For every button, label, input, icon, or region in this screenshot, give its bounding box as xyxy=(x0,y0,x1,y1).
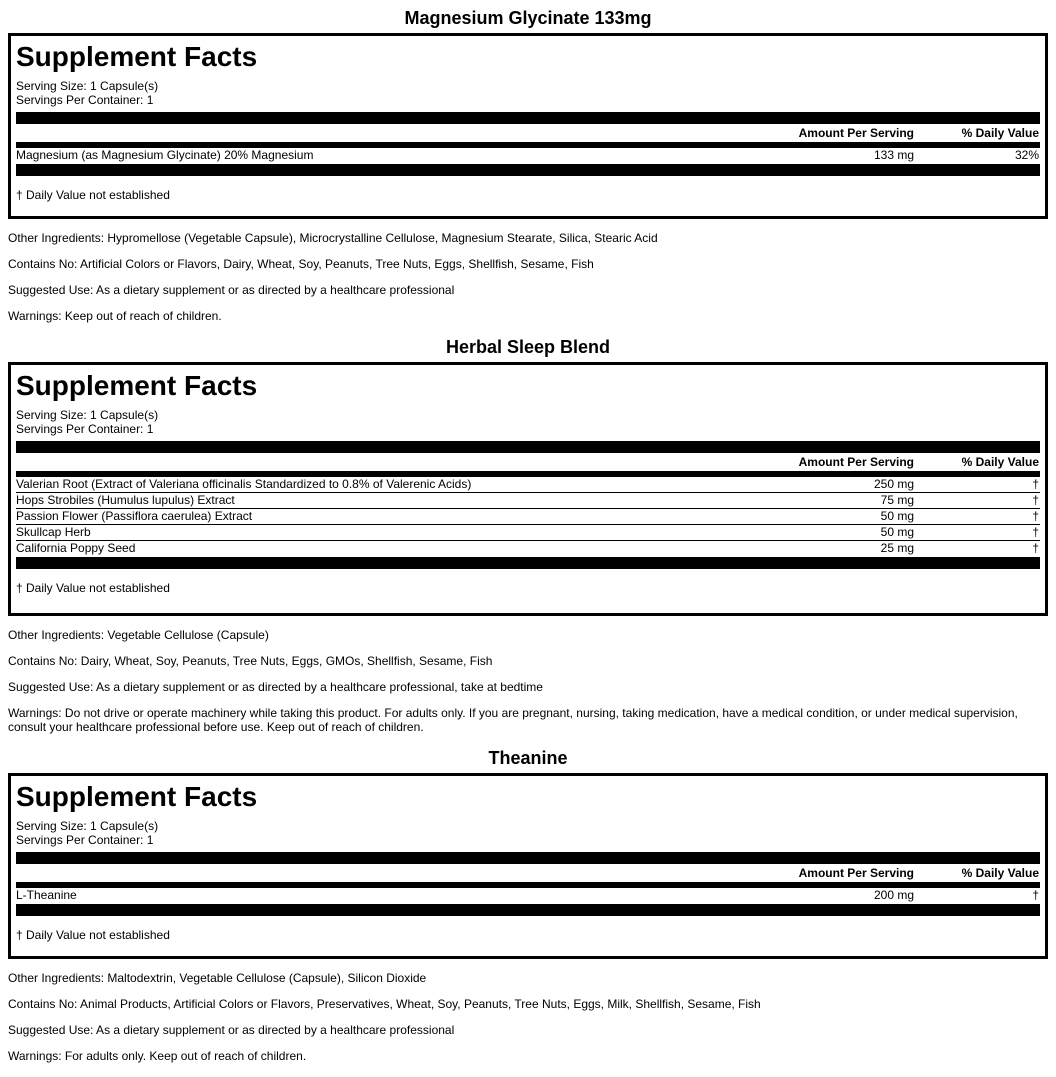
ingredient-amount: 75 mg xyxy=(880,493,914,507)
product-theanine xyxy=(8,747,1048,1075)
amount-header: Amount Per Serving xyxy=(798,866,914,880)
suggested-use: Suggested Use: As a dietary supplement or as directed by a healthcare professional xyxy=(8,1023,455,1037)
ingredient-name: Hops Strobiles (Humulus lupulus) Extract xyxy=(16,493,235,507)
ingredient-daily-value: † xyxy=(1032,888,1039,902)
daily-value-header: % Daily Value xyxy=(961,455,1039,469)
daily-value-footnote: † Daily Value not established xyxy=(16,928,170,942)
product-info xyxy=(8,971,1048,1063)
ingredient-daily-value: † xyxy=(1032,509,1039,523)
amount-header: Amount Per Serving xyxy=(798,455,914,469)
contains-no: Contains No: Artificial Colors or Flavors, Dairy, Wheat, Soy, Peanuts, Tree Nuts, Eggs, Shellfish, Sesame, Fish xyxy=(8,257,594,271)
ingredient-row xyxy=(16,509,1040,525)
bottom-divider xyxy=(16,164,1040,176)
amount-header: Amount Per Serving xyxy=(798,126,914,140)
warnings: Warnings: For adults only. Keep out of reach of children. xyxy=(8,1049,307,1063)
other-ingredients: Other Ingredients: Maltodextrin, Vegetable Cellulose (Capsule), Silicon Dioxide xyxy=(8,971,427,985)
product-info xyxy=(8,231,1048,323)
ingredient-daily-value: 32% xyxy=(1014,148,1039,162)
thick-divider xyxy=(16,441,1040,453)
ingredient-daily-value: † xyxy=(1032,525,1039,539)
ingredient-name: L-Theanine xyxy=(16,888,77,902)
ingredient-amount: 50 mg xyxy=(880,509,914,523)
ingredient-row xyxy=(16,477,1040,493)
serving-size: Serving Size: 1 Capsule(s) xyxy=(16,408,159,422)
daily-value-header: % Daily Value xyxy=(961,126,1039,140)
other-ingredients: Other Ingredients: Vegetable Cellulose (Capsule) xyxy=(8,628,269,642)
ingredient-name: California Poppy Seed xyxy=(16,541,136,555)
servings-per-container: Servings Per Container: 1 xyxy=(16,93,154,107)
ingredient-name: Passion Flower (Passiflora caerulea) Extract xyxy=(16,509,253,523)
daily-value-footnote: † Daily Value not established xyxy=(16,188,170,202)
warnings: Warnings: Do not drive or operate machinery while taking this product. For adults only. If you are pregnant, nursing, taking medication, have a medical condition, or under medical supervision, consult your healthcare professional before use. Keep out of reach of children. xyxy=(8,706,1018,734)
ingredient-row xyxy=(16,541,1040,557)
serving-size: Serving Size: 1 Capsule(s) xyxy=(16,819,159,833)
ingredient-name: Magnesium (as Magnesium Glycinate) 20% Magnesium xyxy=(16,148,314,162)
ingredient-amount: 25 mg xyxy=(880,541,914,555)
supplement-facts-panel xyxy=(8,362,1048,616)
suggested-use: Suggested Use: As a dietary supplement or as directed by a healthcare professional xyxy=(8,283,455,297)
ingredient-row xyxy=(16,525,1040,541)
product-title: Magnesium Glycinate 133mg xyxy=(404,8,652,28)
product-herbal-sleep-blend xyxy=(8,336,1048,746)
ingredient-daily-value: † xyxy=(1032,493,1039,507)
supplement-facts-panel xyxy=(8,773,1048,959)
serving-size: Serving Size: 1 Capsule(s) xyxy=(16,79,159,93)
servings-per-container: Servings Per Container: 1 xyxy=(16,833,154,847)
suggested-use: Suggested Use: As a dietary supplement or as directed by a healthcare professional, take at bedtime xyxy=(8,680,543,694)
warnings: Warnings: Keep out of reach of children. xyxy=(8,309,222,323)
daily-value-header: % Daily Value xyxy=(961,866,1039,880)
facts-heading: Supplement Facts xyxy=(16,41,258,72)
ingredient-daily-value: † xyxy=(1032,477,1039,491)
ingredient-name: Skullcap Herb xyxy=(16,525,91,539)
ingredient-amount: 200 mg xyxy=(873,888,914,902)
servings-per-container: Servings Per Container: 1 xyxy=(16,422,154,436)
contains-no: Contains No: Animal Products, Artificial Colors or Flavors, Preservatives, Wheat, Soy, Peanuts, Tree Nuts, Eggs, Milk, Shellfish, Sesame, Fish xyxy=(8,997,761,1011)
header-spacer xyxy=(16,866,714,880)
product-info xyxy=(8,628,1048,734)
product-magnesium-glycinate xyxy=(8,7,1048,335)
ingredient-amount: 133 mg xyxy=(873,148,914,162)
column-headers xyxy=(16,864,1040,882)
daily-value-footnote: † Daily Value not established xyxy=(16,581,170,595)
ingredient-name: Valerian Root (Extract of Valeriana officinalis Standardized to 0.8% of Valerenic Acids) xyxy=(16,477,472,491)
ingredient-amount: 50 mg xyxy=(880,525,914,539)
ingredient-daily-value: † xyxy=(1032,541,1039,555)
column-headers xyxy=(16,124,1040,142)
thick-divider xyxy=(16,852,1040,864)
ingredient-row xyxy=(16,493,1040,509)
other-ingredients: Other Ingredients: Hypromellose (Vegetable Capsule), Microcrystalline Cellulose, Magnesium Stearate, Silica, Stearic Acid xyxy=(8,231,658,245)
ingredient-amount: 250 mg xyxy=(873,477,914,491)
facts-heading: Supplement Facts xyxy=(16,781,258,812)
thick-divider xyxy=(16,112,1040,124)
bottom-divider xyxy=(16,904,1040,916)
header-spacer xyxy=(16,126,714,140)
ingredient-row xyxy=(16,888,1040,904)
facts-heading: Supplement Facts xyxy=(16,370,258,401)
supplement-facts-panel xyxy=(8,33,1048,219)
header-spacer xyxy=(16,455,714,469)
bottom-divider xyxy=(16,557,1040,569)
column-headers xyxy=(16,453,1040,471)
contains-no: Contains No: Dairy, Wheat, Soy, Peanuts, Tree Nuts, Eggs, GMOs, Shellfish, Sesame, Fish xyxy=(8,654,493,668)
ingredient-row xyxy=(16,148,1040,164)
product-title: Theanine xyxy=(488,748,568,768)
product-title: Herbal Sleep Blend xyxy=(445,337,611,357)
